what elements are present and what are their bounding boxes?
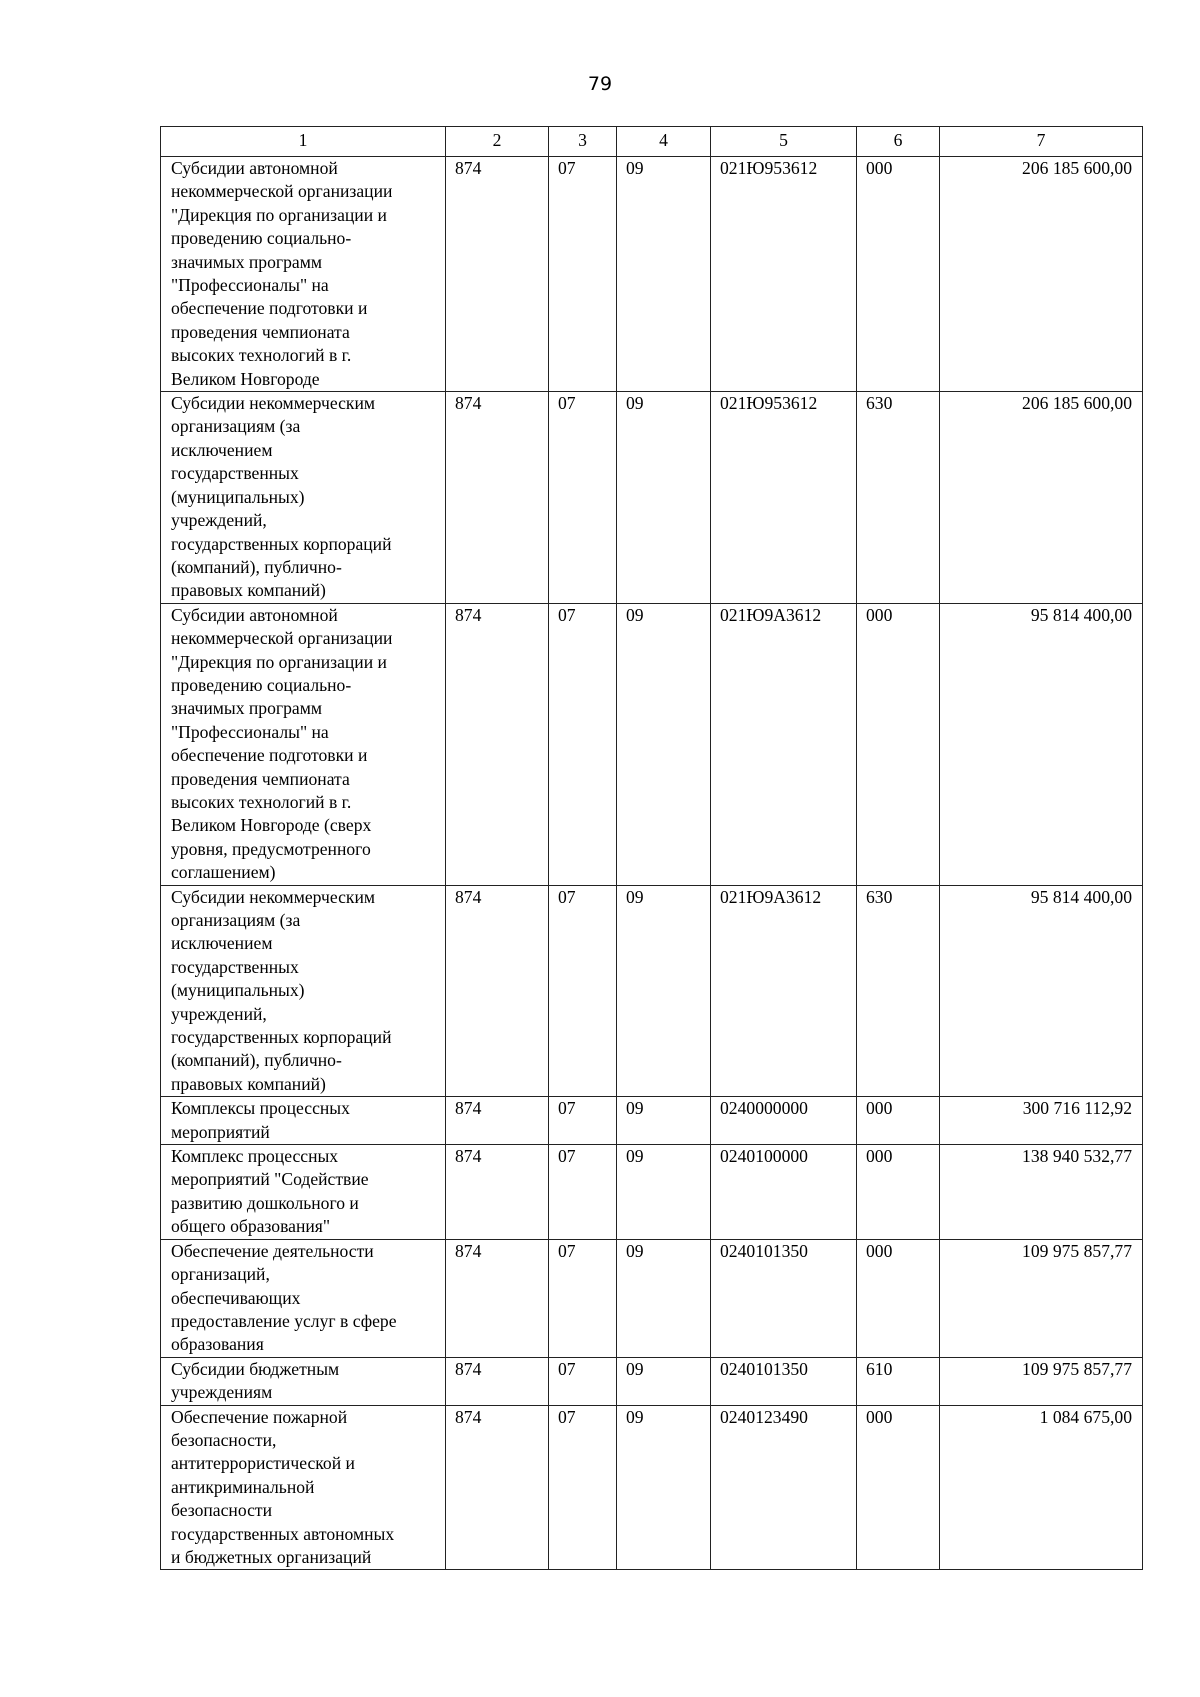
budget-code-cell: 0240000000 [711, 1097, 857, 1145]
description-line: Великом Новгороде (сверх [171, 815, 372, 836]
col4-cell: 09 [617, 392, 711, 604]
amount-cell: 1 084 675,00 [940, 1405, 1143, 1570]
description-line: образования [171, 1334, 264, 1355]
description-line: "Профессионалы" на [171, 721, 329, 742]
description-cell [161, 157, 446, 392]
description-line: общего образования" [171, 1216, 331, 1237]
budget-code-cell: 021Ю953612 [711, 392, 857, 604]
table-row [161, 1405, 1143, 1570]
col3-cell: 07 [549, 1357, 617, 1405]
col4-cell: 09 [617, 1239, 711, 1357]
description-line: правовых компаний) [171, 1073, 326, 1094]
description-line: соглашением) [171, 862, 276, 883]
column-header-3: 3 [549, 127, 617, 157]
amount-cell: 109 975 857,77 [940, 1357, 1143, 1405]
description-line: организаций, [171, 1264, 270, 1285]
description-line: Субсидии автономной [171, 604, 338, 625]
table-row [161, 157, 1143, 392]
budget-code-cell: 0240100000 [711, 1145, 857, 1240]
description-line: проведению социально- [171, 674, 352, 695]
table-row [161, 392, 1143, 604]
column-header-1: 1 [161, 127, 446, 157]
col2-cell: 874 [446, 1145, 549, 1240]
description-cell [161, 1405, 446, 1570]
description-line: Субсидии автономной [171, 158, 338, 178]
expense-type-cell: 000 [857, 1239, 940, 1357]
amount-cell: 95 814 400,00 [940, 885, 1143, 1097]
description-line: обеспечение подготовки и [171, 298, 368, 319]
table-body [161, 157, 1143, 1570]
table-row [161, 1357, 1143, 1405]
description-line: государственных корпораций [171, 1027, 392, 1048]
amount-cell: 109 975 857,77 [940, 1239, 1143, 1357]
description-line: Субсидии бюджетным [171, 1358, 340, 1379]
col3-cell: 07 [549, 1405, 617, 1570]
table-header-row [161, 127, 1143, 157]
description-line: организациям (за [171, 416, 301, 437]
description-line: и бюджетных организаций [171, 1546, 372, 1567]
description-line: государственных автономных [171, 1523, 395, 1544]
budget-code-cell: 021Ю9А3612 [711, 885, 857, 1097]
description-line: (муниципальных) [171, 486, 305, 507]
description-line: развитию дошкольного и [171, 1192, 359, 1213]
description-line: антитеррористической и [171, 1453, 355, 1474]
col4-cell: 09 [617, 157, 711, 392]
description-line: проведения чемпионата [171, 321, 350, 342]
description-line: учреждений, [171, 510, 267, 531]
col2-cell: 874 [446, 1239, 549, 1357]
budget-code-cell: 021Ю9А3612 [711, 603, 857, 885]
description-line: государственных [171, 956, 299, 977]
description-line: обеспечивающих [171, 1287, 301, 1308]
budget-code-cell: 0240123490 [711, 1405, 857, 1570]
description-cell [161, 1239, 446, 1357]
col2-cell: 874 [446, 392, 549, 604]
expense-type-cell: 630 [857, 392, 940, 604]
col4-cell: 09 [617, 1357, 711, 1405]
description-cell [161, 1145, 446, 1240]
description-line: учреждений, [171, 1003, 267, 1024]
table-row [161, 603, 1143, 885]
description-line: обеспечение подготовки и [171, 745, 368, 766]
description-cell [161, 1357, 446, 1405]
col3-cell: 07 [549, 157, 617, 392]
amount-cell: 95 814 400,00 [940, 603, 1143, 885]
description-line: государственных [171, 463, 299, 484]
table-row [161, 1239, 1143, 1357]
description-line: (компаний), публично- [171, 1050, 342, 1071]
col3-cell: 07 [549, 1239, 617, 1357]
description-line: некоммерческой организации [171, 181, 393, 202]
col3-cell: 07 [549, 392, 617, 604]
description-line: "Профессионалы" на [171, 275, 329, 296]
description-line: мероприятий "Содействие [171, 1169, 369, 1190]
description-line: безопасности [171, 1500, 272, 1521]
col4-cell: 09 [617, 1145, 711, 1240]
budget-table [160, 126, 1143, 1570]
description-line: исключением [171, 933, 273, 954]
description-line: уровня, предусмотренного [171, 838, 371, 859]
description-line: организациям (за [171, 910, 301, 930]
expense-type-cell: 610 [857, 1357, 940, 1405]
description-line: Комплексы процессных [171, 1098, 350, 1119]
amount-cell: 206 185 600,00 [940, 157, 1143, 392]
description-line: высоких технологий в г. [171, 345, 352, 366]
column-header-7: 7 [940, 127, 1143, 157]
amount-cell: 300 716 112,92 [940, 1097, 1143, 1145]
description-line: Субсидии некоммерческим [171, 886, 375, 907]
page-number: 79 [587, 73, 613, 95]
col2-cell: 874 [446, 885, 549, 1097]
description-line: Комплекс процессных [171, 1146, 339, 1167]
description-cell [161, 392, 446, 604]
expense-type-cell: 000 [857, 603, 940, 885]
expense-type-cell: 000 [857, 1097, 940, 1145]
description-line: Субсидии некоммерческим [171, 393, 375, 414]
description-cell [161, 1097, 446, 1145]
description-line: "Дирекция по организации и [171, 651, 387, 672]
description-line: некоммерческой организации [171, 628, 393, 649]
table-row [161, 1097, 1143, 1145]
description-line: (компаний), публично- [171, 556, 342, 577]
description-line: государственных корпораций [171, 533, 392, 554]
table-row [161, 1145, 1143, 1240]
budget-code-cell: 0240101350 [711, 1357, 857, 1405]
budget-code-cell: 021Ю953612 [711, 157, 857, 392]
table-row [161, 885, 1143, 1097]
col4-cell: 09 [617, 885, 711, 1097]
description-cell [161, 603, 446, 885]
col4-cell: 09 [617, 1097, 711, 1145]
description-line: Обеспечение пожарной [171, 1406, 348, 1427]
description-line: учреждениям [171, 1382, 273, 1403]
column-header-6: 6 [857, 127, 940, 157]
amount-cell: 206 185 600,00 [940, 392, 1143, 604]
col2-cell: 874 [446, 1357, 549, 1405]
description-line: мероприятий [171, 1121, 270, 1142]
col3-cell: 07 [549, 1097, 617, 1145]
description-line: "Дирекция по организации и [171, 204, 387, 225]
col3-cell: 07 [549, 603, 617, 885]
description-line: предоставление услуг в сфере [171, 1310, 397, 1331]
expense-type-cell: 000 [857, 1405, 940, 1570]
column-header-5: 5 [711, 127, 857, 157]
col2-cell: 874 [446, 1097, 549, 1145]
expense-type-cell: 000 [857, 157, 940, 392]
expense-type-cell: 000 [857, 1145, 940, 1240]
description-line: высоких технологий в г. [171, 791, 352, 812]
column-header-2: 2 [446, 127, 549, 157]
budget-code-cell: 0240101350 [711, 1239, 857, 1357]
description-cell [161, 885, 446, 1097]
description-line: Великом Новгороде [171, 368, 320, 389]
col2-cell: 874 [446, 1405, 549, 1570]
expense-type-cell: 630 [857, 885, 940, 1097]
col2-cell: 874 [446, 157, 549, 392]
col3-cell: 07 [549, 885, 617, 1097]
description-line: (муниципальных) [171, 980, 305, 1001]
col4-cell: 09 [617, 603, 711, 885]
description-line: проведению социально- [171, 228, 352, 249]
description-line: правовых компаний) [171, 580, 326, 601]
description-line: значимых программ [171, 698, 322, 719]
description-line: проведения чемпионата [171, 768, 350, 789]
description-line: антикриминальной [171, 1476, 315, 1497]
description-line: значимых программ [171, 251, 322, 272]
col3-cell: 07 [549, 1145, 617, 1240]
column-header-4: 4 [617, 127, 711, 157]
description-line: безопасности, [171, 1429, 277, 1450]
amount-cell: 138 940 532,77 [940, 1145, 1143, 1240]
col4-cell: 09 [617, 1405, 711, 1570]
description-line: Обеспечение деятельности [171, 1240, 374, 1261]
description-line: исключением [171, 439, 273, 460]
col2-cell: 874 [446, 603, 549, 885]
